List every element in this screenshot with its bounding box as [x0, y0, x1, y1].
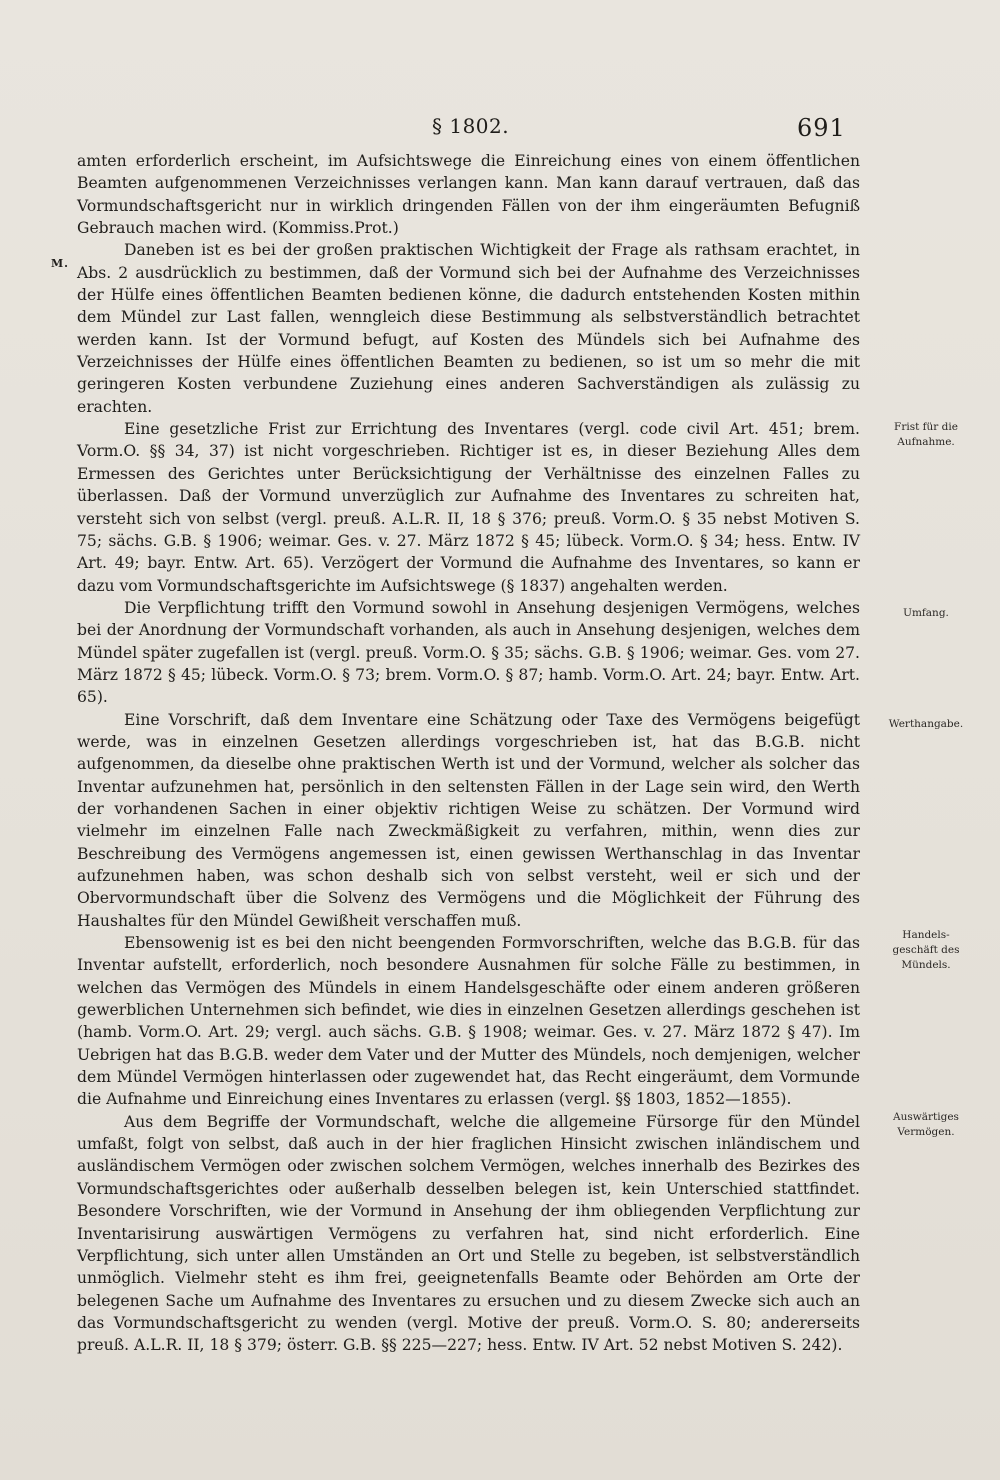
section-reference: § 1802. — [432, 114, 510, 138]
margin-note-auswaertiges: Auswärtiges Vermögen. — [893, 1111, 959, 1138]
running-head — [0, 114, 1000, 144]
margin-note-frist: Frist für die Aufnahme. — [894, 421, 958, 448]
margin-note-umfang: Umfang. — [903, 607, 949, 619]
margin-note-werthangabe: Werthangabe. — [888, 718, 964, 730]
paragraph-2: Daneben ist es bei der großen praktischen Wichtigkeit der Frage als rathsam erachtet, in Abs. 2 ausdrücklich zu bestimmen, daß der Vormund sich bei der Aufnahme des Verzeichnisses der Hülfe eines öffentlichen Beamten bedienen könne, die dadurch entstehenden Kosten mithin dem Mündel zur Last fallen, wenngleich diese Bestimmung als selbstverständlich betrachtet werden kann. Ist der Vormund befugt, auf Kosten des Mündels sich bei Aufnahme des Verzeichnisses der Hülfe eines öffentlichen Beamten zu bedienen, so ist um so mehr die mit geringeren Kosten verbundene Zuziehung eines anderen Sachverständigen als zulässig zu erachten. — [77, 241, 860, 416]
page-number: 691 — [797, 114, 846, 142]
paragraph-3: Eine gesetzliche Frist zur Errichtung des Inventares (vergl. code civil Art. 451; brem. Vorm.O. §§ 34, 37) ist nicht vorgeschrieben. Richtiger ist es, in dieser Beziehung Alles dem Ermessen des Gerichtes unter Berücksichtigung der Verhältnisse des einzelnen Falles zu überlassen. Daß der Vormund unverzüglich zur Aufnahme des Inventares zu schreiten hat, versteht sich von selbst (vergl. preuß. A.L.R. II, 18 § 376; preuß. Vorm.O. § 35 nebst Motiven S. 75; sächs. G.B. § 1906; weimar. Ges. v. 27. März 1872 § 45; lübeck. Vorm.O. § 34; hess. Entw. IV Art. 49; bayr. Entw. Art. 65). Verzögert der Vormund die Aufnahme des Inventares, so kann er dazu vom Vormundschaftsgerichte im Aufsichtswege (§ 1837) angehalten werden. — [77, 420, 860, 595]
paragraph-4: Die Verpflichtung trifft den Vormund sowohl in Ansehung desjenigen Vermögens, welches bei der Anordnung der Vormundschaft vorhanden, als auch in Ansehung desjenigen, welches dem Mündel später zugefallen ist (vergl. preuß. Vorm.O. § 35; sächs. G.B. § 1906; weimar. Ges. vom 27. März 1872 § 45; lübeck. Vorm.O. § 73; brem. Vorm.O. § 87; hamb. Vorm.O. Art. 24; bayr. Entw. Art. 65). — [77, 598, 860, 707]
paragraph-1: amten erforderlich erscheint, im Aufsichtswege die Einreichung eines von einem öffentlichen Beamten aufgenommenen Verzeichnisses verlangen kann. Man kann darauf vertrauen, daß das Vormundschaftsgericht nur in wirklich dringenden Fällen von der ihm eingeräumten Befugniß Gebrauch machen wird. (Kommiss.Prot.) — [77, 152, 860, 238]
margin-note-handelsgeschaeft: Handels- geschäft des Mündels. — [892, 929, 960, 971]
body-text — [77, 150, 860, 1357]
paragraph-5: Eine Vorschrift, daß dem Inventare eine Schätzung oder Taxe des Vermögens beigefügt werde, was in einzelnen Gesetzen allerdings vorgeschrieben ist, hat das B.G.B. nicht aufgenommen, da dieselbe ohne praktischen Werth ist und der Vormund, welcher als solcher das Inventar aufzunehmen hat, persönlich in den seltensten Fällen in der Lage sein wird, den Werth der vorhandenen Sachen in einer objektiv richtigen Weise zu schätzen. Der Vormund wird vielmehr im einzelnen Falle nach Zweckmäßigkeit zu verfahren, mithin, wenn dies zur Beschreibung des Vermögens angemessen ist, einen gewissen Werthanschlag in das Inventar aufzunehmen haben, was schon deshalb sich von selbst versteht, weil er sich und der Obervormundschaft über die Solvenz des Vermögens und die Möglichkeit der Führung des Haushaltes für den Mündel Gewißheit verschaffen muß. — [77, 710, 860, 930]
paragraph-marker: M. — [51, 257, 70, 270]
paragraph-6: Ebensowenig ist es bei den nicht beengenden Formvorschriften, welche das B.G.B. für das Inventar aufstellt, erforderlich, noch besondere Ausnahmen für solche Fälle zu bestimmen, in welchen das Vermögen des Mündels in einem Handelsgeschäfte oder einem anderen größeren gewerblichen Unternehmen sich befindet, wie dies in einzelnen Gesetzen allerdings geschehen ist (hamb. Vorm.O. Art. 29; vergl. auch sächs. G.B. § 1908; weimar. Ges. v. 27. März 1872 § 47). Im Uebrigen hat das B.G.B. weder dem Vater und der Mutter des Mündels, noch demjenigen, welcher dem Mündel Vermögen hinterlassen oder zugewendet hat, das Recht eingeräumt, dem Vormunde die Aufnahme und Einreichung eines Inventares zu erlassen (vergl. §§ 1803, 1852—1855). — [77, 934, 860, 1109]
paragraph-7: Aus dem Begriffe der Vormundschaft, welche die allgemeine Fürsorge für den Mündel umfaßt, folgt von selbst, daß auch in der hier fraglichen Hinsicht zwischen inländischem und ausländischem Vermögen oder zwischen solchem Vermögen, welches innerhalb des Bezirkes des Vormundschaftsgerichtes oder außerhalb desselben belegen ist, kein Unterschied stattfindet. Besondere Vorschriften, wie der Vormund in Ansehung der ihm obliegenden Verpflichtung zur Inventarisirung auswärtigen Vermögens zu verfahren hat, sind nicht erforderlich. Eine Verpflichtung, sich unter allen Umständen an Ort und Stelle zu begeben, ist selbstverständlich unmöglich. Vielmehr steht es ihm frei, geeignetenfalls Beamte oder Behörden am Orte der belegenen Sache um Aufnahme des Inventares zu ersuchen und zu diesem Zwecke sich auch an das Vormundschaftsgericht zu wenden (vergl. Motive der preuß. Vorm.O. S. 80; andererseits preuß. A.L.R. II, 18 § 379; österr. G.B. §§ 225—227; hess. Entw. IV Art. 52 nebst Motiven S. 242). — [77, 1112, 860, 1355]
